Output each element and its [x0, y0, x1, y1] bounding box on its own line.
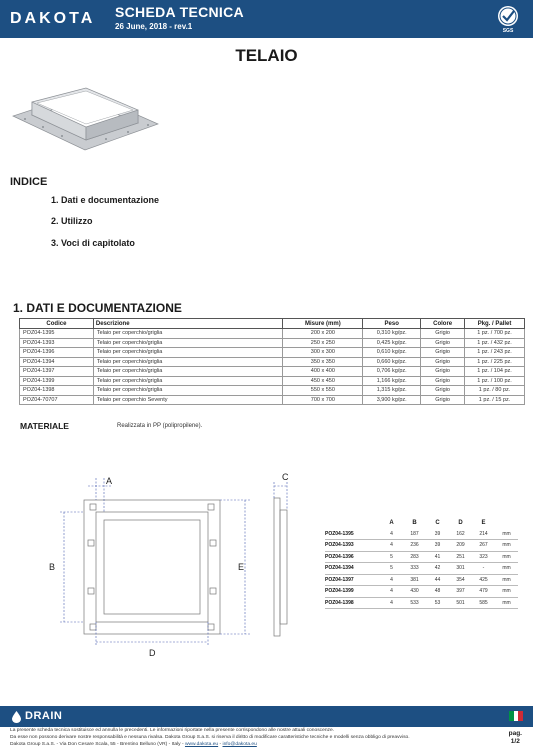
index-item-dati[interactable]: 1. Dati e documentazione	[51, 195, 160, 205]
brand-logo	[10, 10, 95, 28]
dims-cell: 381	[403, 574, 426, 586]
dims-cell: 533	[403, 597, 426, 609]
table-cell: Grigio	[421, 338, 465, 348]
table-cell: Grigio	[421, 357, 465, 367]
dims-row	[325, 563, 518, 575]
column-header	[495, 518, 518, 528]
table-cell: Grigio	[421, 376, 465, 386]
address-text: Dakota Group S.a.S. - Via Don Cesare Scala, 55 - Brentino Belluno (VR) - Italy -	[10, 742, 185, 747]
page-title: TELAIO	[235, 46, 298, 65]
column-header	[325, 518, 380, 528]
dims-cell: 209	[449, 540, 472, 552]
material-label: MATERIALE	[20, 421, 69, 431]
column-header: E	[481, 520, 486, 526]
italian-flag-icon	[509, 711, 523, 721]
dims-cell: mm	[495, 528, 518, 540]
dims-code-cell: POZ04-1395	[325, 528, 380, 540]
dims-row	[325, 551, 518, 563]
document-date: 26 June, 2018 - rev.1	[115, 22, 193, 31]
dim-label-d: D	[149, 648, 156, 658]
table-cell: 1 pz. / 15 pz.	[465, 395, 525, 405]
product-frame-image	[10, 84, 160, 156]
page-number: 1/2	[510, 738, 520, 745]
table-cell: POZ04-1394	[20, 357, 94, 367]
cert-label: SGS	[502, 28, 514, 34]
dims-row	[325, 597, 518, 609]
dims-cell: 42	[426, 563, 449, 575]
dims-cell: 4	[380, 586, 403, 598]
dims-code-cell: POZ04-1396	[325, 551, 380, 563]
dims-cell: 397	[449, 586, 472, 598]
dims-code-cell: POZ04-1397	[325, 574, 380, 586]
dims-cell: 267	[472, 540, 495, 552]
company-address	[10, 742, 480, 747]
table-cell: Telaio per coperchio/griglia	[93, 329, 283, 339]
dims-cell: mm	[495, 563, 518, 575]
dims-cell: 48	[426, 586, 449, 598]
footer-bar	[0, 706, 533, 727]
dims-cell: 425	[472, 574, 495, 586]
table-cell: Telaio per coperchio/griglia	[93, 338, 283, 348]
disclaimer-line-1: La presente scheda tecnica sostituisce ed annulla le precedenti. Le informazioni riportate nella presente corrispondono alle nostre attuali conoscenze.	[10, 728, 335, 733]
dims-cell: mm	[495, 574, 518, 586]
table-cell: 400 x 400	[283, 367, 363, 377]
table-cell: Grigio	[421, 329, 465, 339]
dims-cell: 236	[403, 540, 426, 552]
dims-header-row	[325, 518, 518, 528]
table-cell: POZ04-1399	[20, 376, 94, 386]
index-item-utilizzo[interactable]: 2. Utilizzo	[51, 216, 93, 226]
page-label: pag.	[508, 730, 522, 737]
table-cell: 250 x 250	[283, 338, 363, 348]
frame-inner-outline	[96, 512, 208, 622]
column-header: Peso	[363, 319, 421, 329]
material-value: Realizzata in PP (polipropilene).	[117, 423, 203, 429]
dims-cell: 430	[403, 586, 426, 598]
disclaimer-line-2: Da esse non possono derivare nostre responsabilità e nessuna rivalsa. Dakota Group S.a.S. si riserva il diritto di modificare caratteristiche tecniche e modelli senza obbligo di preavviso.	[10, 735, 410, 740]
dim-label-a: A	[106, 476, 113, 486]
dims-cell: 162	[449, 528, 472, 540]
column-header: Descrizione	[93, 319, 283, 329]
table-cell: 1 pz. / 80 pz.	[465, 386, 525, 396]
table-cell: 200 x 200	[283, 329, 363, 339]
index-title: INDICE	[10, 176, 48, 188]
column-header: Misure (mm)	[283, 319, 363, 329]
dims-cell: 39	[426, 528, 449, 540]
technical-drawing	[40, 470, 310, 665]
table-row	[20, 329, 525, 339]
table-cell: 300 x 300	[283, 348, 363, 358]
dims-cell: 5	[380, 563, 403, 575]
dims-cell: 53	[426, 597, 449, 609]
dimensions-table	[325, 518, 518, 609]
dims-row	[325, 528, 518, 540]
table-row	[20, 386, 525, 396]
brand-name: DAKOTA	[10, 10, 96, 27]
dims-code-cell: POZ04-1394	[325, 563, 380, 575]
dims-cell: 301	[449, 563, 472, 575]
table-cell: 0,610 kg/pz.	[363, 348, 421, 358]
dims-cell: mm	[495, 540, 518, 552]
column-header: A	[389, 520, 394, 526]
table-cell: POZ04-70707	[20, 395, 94, 405]
email-link[interactable]: info@dakota.eu	[222, 742, 257, 747]
dims-code-cell: POZ04-1393	[325, 540, 380, 552]
dims-cell: 41	[426, 551, 449, 563]
table-cell: Telaio per coperchio Seventy	[93, 395, 283, 405]
table-cell: 350 x 350	[283, 357, 363, 367]
dims-cell: 479	[472, 586, 495, 598]
dims-cell: 354	[449, 574, 472, 586]
dims-cell: 251	[449, 551, 472, 563]
dims-cell: 4	[380, 574, 403, 586]
dim-label-b: B	[49, 562, 56, 572]
separator: -	[218, 742, 223, 747]
table-cell: POZ04-1396	[20, 348, 94, 358]
sgs-certification-icon	[495, 4, 521, 34]
table-header-row	[20, 319, 525, 329]
table-cell: Grigio	[421, 386, 465, 396]
dims-row	[325, 586, 518, 598]
table-cell: Grigio	[421, 367, 465, 377]
table-cell: Telaio per coperchio/griglia	[93, 386, 283, 396]
page-indicator	[509, 730, 522, 746]
dims-cell: 585	[472, 597, 495, 609]
dims-cell: 283	[403, 551, 426, 563]
frame-opening-outline	[104, 520, 200, 614]
dims-cell: 44	[426, 574, 449, 586]
column-header: C	[435, 520, 440, 526]
profile-view	[274, 498, 280, 636]
dim-label-c: C	[282, 472, 289, 482]
table-cell: 0,706 kg/pz.	[363, 367, 421, 377]
table-row	[20, 338, 525, 348]
dims-row	[325, 574, 518, 586]
table-cell: 1 pz. / 700 pz.	[465, 329, 525, 339]
table-row	[20, 367, 525, 377]
section-title-dati: 1. DATI E DOCUMENTAZIONE	[13, 301, 182, 315]
footer-brand: DRAIN	[25, 710, 63, 722]
table-cell: 1 pz. / 100 pz.	[465, 376, 525, 386]
table-cell: 1 pz. / 225 pz.	[465, 357, 525, 367]
dims-cell: 333	[403, 563, 426, 575]
table-row	[20, 376, 525, 386]
table-cell: POZ04-1398	[20, 386, 94, 396]
header-bar	[0, 0, 533, 38]
dims-row	[325, 540, 518, 552]
dims-cell: 5	[380, 551, 403, 563]
website-link[interactable]: www.dakota.eu	[184, 742, 219, 747]
dims-cell: 214	[472, 528, 495, 540]
column-header: Codice	[20, 319, 94, 329]
table-cell: 0,425 kg/pz.	[363, 338, 421, 348]
dims-cell: 501	[449, 597, 472, 609]
dims-cell: mm	[495, 586, 518, 598]
column-header: Pkg. / Pallet	[465, 319, 525, 329]
table-cell: 1,315 kg/pz.	[363, 386, 421, 396]
dims-code-cell: POZ04-1399	[325, 586, 380, 598]
table-row	[20, 357, 525, 367]
column-header: B	[412, 520, 417, 526]
dims-code-cell: POZ04-1398	[325, 597, 380, 609]
table-cell: Grigio	[421, 395, 465, 405]
dims-cell: mm	[495, 551, 518, 563]
table-cell: 3,900 kg/pz.	[363, 395, 421, 405]
dims-cell: 39	[426, 540, 449, 552]
dims-cell: mm	[495, 597, 518, 609]
table-cell: 1 pz. / 432 pz.	[465, 338, 525, 348]
table-cell: Telaio per coperchio/griglia	[93, 376, 283, 386]
dims-cell: 4	[380, 540, 403, 552]
index-item-capitolato[interactable]: 3. Voci di capitolato	[51, 238, 135, 248]
table-cell: 450 x 450	[283, 376, 363, 386]
table-row	[20, 348, 525, 358]
table-row	[20, 395, 525, 405]
water-drop-icon	[12, 711, 21, 723]
table-cell: POZ04-1395	[20, 329, 94, 339]
table-cell: 0,310 kg/pz.	[363, 329, 421, 339]
column-header: Colore	[421, 319, 465, 329]
dims-cell: 187	[403, 528, 426, 540]
column-header: D	[458, 520, 463, 526]
table-cell: Grigio	[421, 348, 465, 358]
table-cell: 1 pz. / 243 pz.	[465, 348, 525, 358]
table-cell: Telaio per coperchio/griglia	[93, 357, 283, 367]
table-cell: POZ04-1393	[20, 338, 94, 348]
dims-cell: 4	[380, 528, 403, 540]
document-type: SCHEDA TECNICA	[115, 4, 244, 20]
table-cell: 1 pz. / 104 pz.	[465, 367, 525, 377]
product-data-table	[19, 318, 525, 405]
table-cell: Telaio per coperchio/griglia	[93, 348, 283, 358]
dims-cell: 323	[472, 551, 495, 563]
table-cell: 1,166 kg/pz.	[363, 376, 421, 386]
table-cell: 550 x 550	[283, 386, 363, 396]
table-cell: POZ04-1397	[20, 367, 94, 377]
table-cell: 0,660 kg/pz.	[363, 357, 421, 367]
dims-cell: 4	[380, 597, 403, 609]
table-cell: Telaio per coperchio/griglia	[93, 367, 283, 377]
dim-label-e: E	[238, 562, 245, 572]
table-cell: 700 x 700	[283, 395, 363, 405]
dims-cell: -	[472, 563, 495, 575]
